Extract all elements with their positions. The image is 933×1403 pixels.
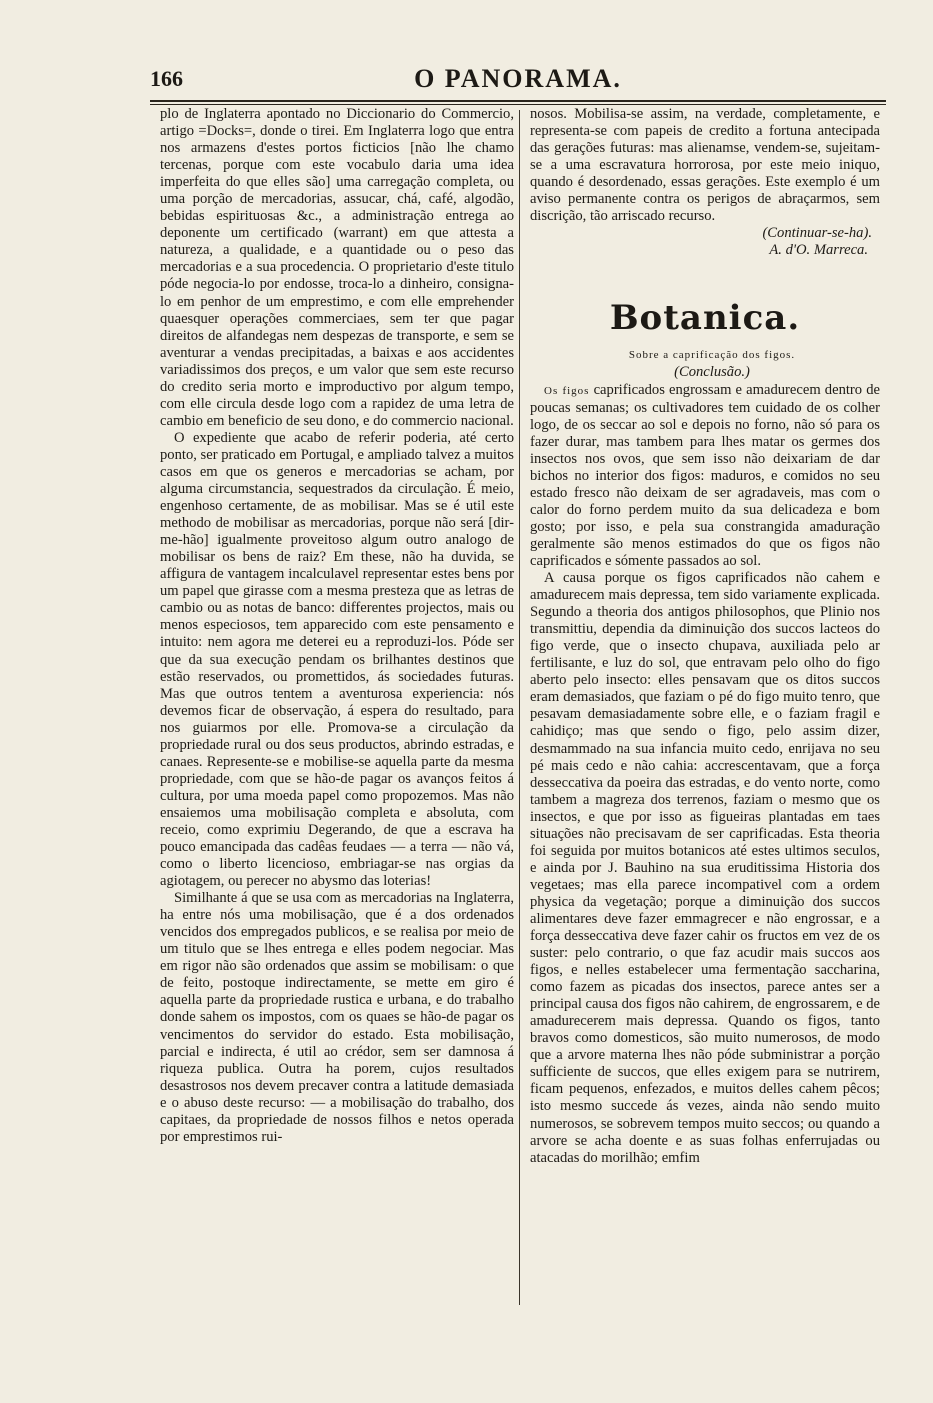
section-title: Botanica. bbox=[609, 298, 801, 339]
left-column bbox=[160, 106, 514, 1146]
right-column bbox=[530, 106, 880, 1167]
header-rule-thin bbox=[150, 104, 886, 105]
header-rule bbox=[150, 100, 886, 102]
journal-title: O PANORAMA. bbox=[414, 64, 622, 93]
page-header bbox=[150, 62, 886, 98]
author-signature: A. d'O. Marreca. bbox=[769, 242, 868, 259]
column-divider bbox=[519, 110, 520, 1305]
paragraph: plo de Inglaterra apontado no Diccionario do Commercio, artigo =Docks=, donde o tirei. Em Inglaterra logo que entra nos armazens d'estes portos ficticios [não lhe chamo tercenas, porque com este vocabulo daria uma idea imperfeita do que elles são] uma carregação completa, ou uma porção de mercadorias, assucar, chá, café, algodão, bebidas espirituosas &c., a administração entrega ao deponente um certificado (warrant) em que attesta a natureza, a qualidade, e a quantidade ou o peso das mercadorias e a sua procedencia. O proprietario d'este titulo póde negocia-lo por endosse, troca-lo a dinheiro, consigna-lo em penhor de um emprestimo, e com elle emprehender quaesquer operações commerciaes, sem ter que pagar direitos de alfandegas nem despezas de transporte, e sem se aventurar a vendas precipitadas, a baixas e aos accidentes variadissimos dos preços, e um valor que sem este recurso do credito seria morto e improductivo por algum tempo, com elle circula desde logo com a rapidez de uma letra de cambio em beneficio de seu dono, e do commercio nacional. bbox=[160, 106, 514, 429]
paragraph-body: caprificados engrossam e amadurecem dentro de poucas semanas; os cultivadores tem cuidado de os colher logo, de os seccar ao sol e depois no forno, não só para os fazer durar, mas tambem para lhes matar os germes dos insectos nos ovos, que sem isso não deixariam de dar bichos no interior dos figos: maduros, e comidos no seu estado fresco não deixam de ser agradaveis, mas com o calor do forno perdem muito da sua delicadeza e bom gosto; por isso, e pela sua constrangida amaduração geralmente são menos estimados do que os figos não caprificados e sómente passados ao sol. bbox=[530, 381, 880, 569]
section-subtitle: Sobre a caprificação dos figos. bbox=[628, 349, 796, 362]
paragraph: Similhante á que se usa com as mercadorias na Inglaterra, ha entre nós uma mobilisação, que é a dos ordenados vencidos dos empregados publicos, e se realisa por meio de um titulo que se lhes entrega e elles podem negociar. Mas em rigor não são ordenados que assim se mobilisam: o que de feito, postoque indirectamente, se mette em giro é aquella parte da propriedade rustica e urbana, e do trabalho donde sahem os impostos, com os quaes se hão-de pagar os vencimentos do servidor do estado. Esta mobilisação, parcial e indirecta, é util ao crédor, sem ser damnosa á riqueza publica. Outra ha porem, cujos resultados desastrosos nos devem precaver contra a latitude demasiada e o abuso deste recurso: — a mobilisação do trabalho, dos capitaes, da propriedade de nossos filhos e netos operada por emprestimos rui- bbox=[160, 890, 514, 1145]
page-number: 166 bbox=[150, 66, 183, 91]
lead-words: Os figos bbox=[544, 384, 590, 397]
paragraph: nosos. Mobilisa-se assim, na verdade, completamente, e representa-se com papeis de credito a fortuna antecipada das gerações futuras: mas alienamse, vendem-se, sujeitam-se a uma escravatura horrorosa, por este meio iniquo, quando é desordenado, essas gerações. Este exemplo é um aviso permanente contra os perigos de abraçarmos, sem discrição, tão arriscado recurso. bbox=[530, 106, 880, 225]
paragraph bbox=[530, 382, 880, 571]
paragraph: O expediente que acabo de referir poderia, até certo ponto, ser praticado em Portugal, e ampliado talvez a muitos casos em que os generos e mercadorias se acham, por alguma circumstancia, sequestrados da circulação. É meio, engenhoso certamente, de as mobilisar. Mas se é util este methodo de mobilisar as mercadorias, porque não será [dir-me-hão] igualmente proveitoso algum outro analogo de mobilisar os bens de raiz? Em these, não ha duvida, se affigura de vantagem incalculavel representar estes bens por um papel que girasse com a mesma presteza que as letras de cambio ou as notas de banco: differentes projectos, mais ou menos especiosos, tem apparecido com este pensamento e intuito: nem agora me deterei eu a reproduzi-los. Póde ser que da sua execução pendam os brilhantes destinos que estão reservados, ou promettidos, ás sociedades futuras. Mas que outros tentem a aventurosa experiencia: nós devemos ficar de observação, á espera do resultado, para nos guiarmos por elle. Promova-se a circulação da propriedade rural ou dos seus productos, abrindo estradas, e canaes. Represente-se e mobilise-se aquella parte da mesma propriedade, com que se hão-de pagar os avanços feitos á cultura, por uma moeda papel como propozemos. Mas não ensaiemos uma mobilisação completa e absoluta, com receio, como exprimiu Degerando, de que a escrava ha pouco emancipada das cadêas feudaes — a terra — não vá, como o liberto licencioso, embriagar-se nas orgias da agiotagem, ou perecer no abysmo das loterias! bbox=[160, 429, 514, 890]
continue-note: (Continuar-se-ha). bbox=[762, 225, 872, 242]
paragraph: A causa porque os figos caprificados não cahem e amadurecem mais depressa, tem sido variamente explicada. Segundo a theoria dos antigos philosophos, que Plinio nos transmittiu, dependia da diminuição dos succos lacteos do figo verde, que o insecto chupava, auxiliada pelo ar fertilisante, e luz do sol, que entravam pelo olho do figo aberto pelo insecto: elles pensavam que os ditos succos eram demasiados, que faziam o pé do figo muito tenro, que pesavam demasiadamente sobre elle, e o faziam fragil e cahidiço; mas que sendo o figo, pelo assim dizer, desmammado na sua infancia muito cedo, enrijava no seu pé mais cedo e não cahia: accrescentavam, que a força desseccativa da poeira das estradas, e do vento norte, como tambem a magreza dos terrenos, faziam o mesmo que os insectos, e que por isso as figueiras plantadas em taes situações não precisavam de ser caprificadas. Esta theoria foi seguida por muitos botanicos até estes ultimos seculos, e ainda por J. Bauhino na sua eruditissima Historia dos vegetaes; mas ella parece incompativel com a ordem physica da vegetação; porque a diminuição dos succos alimentares deve fazer emmagrecer e não engrossar, e a força desseccativa deve fazer cahir os fructos em vez de os suster: pelo contrario, o que faz acudir mais succos aos figos, e nelles estabelecer uma fermentação saccharina, como fazem as picadas dos insectos, parece antes ser a principal causa dos figos não cahirem, de engrossarem, e de amadurecerem mais depressa. Quando os figos, tanto bravos como domesticos, são muito numerosos, de modo que a arvore materna lhes não póde subministrar a porção sufficiente de succos, que elles exigem para se nutrirem, ficam pequenos, enfezados, e muitos delles cahem pêcos; isto mesmo succede ás vezes, ainda não sendo muito numerosos, se sobrevem tempos muito seccos; ou quando a arvore se acha doente e as suas folhas enferrujadas ou atacadas do morilhão; emfim bbox=[530, 570, 880, 1166]
conclusion-note: (Conclusão.) bbox=[674, 364, 750, 381]
